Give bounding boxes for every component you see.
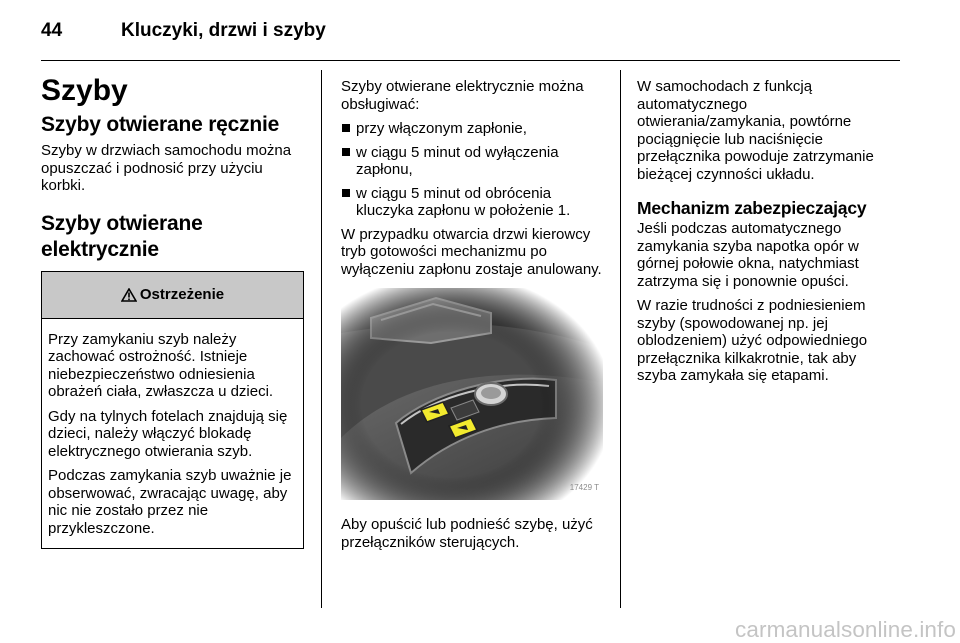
- warning-triangle-icon: [121, 288, 137, 302]
- warning-title: Ostrzeżenie: [139, 285, 225, 303]
- list-item-text: w ciągu 5 minut od obrócenia kluczyka zapłonu w położenie 1.: [356, 184, 571, 219]
- list-item: [341, 144, 603, 179]
- figure-caption: Aby opuścić lub podnieść szybę, użyć przełączników sterujących.: [341, 516, 593, 551]
- list-item: [341, 120, 603, 138]
- safety-mechanism-heading: Mechanizm zabezpieczający: [637, 198, 867, 218]
- list-item: [341, 185, 603, 220]
- running-title: Kluczyki, drzwi i szyby: [121, 20, 326, 41]
- electric-windows-heading: [41, 211, 303, 263]
- list-item-text: w ciągu 5 minut od wyłączenia zapłonu,: [356, 143, 559, 178]
- conditions-list: [341, 120, 603, 220]
- electric-heading-line-2: elektrycznie: [41, 237, 159, 261]
- warning-header: [42, 272, 303, 319]
- auto-function-text: W samochodach z funkcją automatycznego otwierania/zamykania, powtórne pociągnięcie lub naciśnięcie przełącznika powoduje zatrzymanie bieżącej czynności układu.: [637, 78, 874, 183]
- manual-windows-heading: Szyby otwierane ręcznie: [41, 113, 280, 136]
- column-1: [41, 74, 303, 549]
- figure-code: 17429 T: [569, 482, 599, 492]
- bullet-square-icon: [342, 148, 350, 156]
- warning-paragraph: Gdy na tylnych fotelach znajdują się dzieci, należy włączyć blokadę elektrycznego otwierania szyb.: [48, 407, 288, 460]
- window-switch-figure: [341, 288, 603, 500]
- manual-windows-text: Szyby w drzwiach samochodu można opuszczać i podnosić przy użyciu korbki.: [41, 142, 292, 194]
- driver-door-text: W przypadku otwarcia drzwi kierowcy tryb gotowości mechanizmu po wyłączeniu zapłonu zostaje anulowany.: [341, 225, 602, 278]
- section-title: Szyby: [41, 74, 128, 107]
- list-item-text: przy włączonym zapłonie,: [356, 120, 527, 137]
- bullet-square-icon: [342, 124, 350, 132]
- warning-body: [42, 319, 303, 549]
- column-3: [637, 78, 899, 392]
- column-divider-2: [620, 70, 621, 608]
- page-number: 44: [41, 20, 63, 41]
- intro-text: Szyby otwierane elektrycznie można obsługiwać:: [341, 78, 584, 113]
- warning-paragraph: Przy zamykaniu szyb należy zachować ostrożność. Istnieje niebezpieczeństwo odniesienia obrażeń ciała, zwłaszcza u dzieci.: [48, 330, 274, 400]
- column-2: [341, 78, 603, 558]
- header-rule: [41, 60, 900, 61]
- bullet-square-icon: [342, 189, 350, 197]
- safety-paragraph: Jeśli podczas automatycznego zamykania szyba napotka opór w górnej połowie okna, natychmiast zatrzyma się i ponownie opuści.: [637, 220, 859, 290]
- safety-paragraph: W razie trudności z podniesieniem szyby (spowodowanej np. jej oblodzeniem) użyć odpowiedniego przełącznika kilkakrotnie, tak aby szyba zamykała się etapami.: [637, 297, 868, 384]
- watermark: carmanualsonline.info: [735, 617, 956, 642]
- window-switch-illustration: [341, 288, 603, 500]
- column-divider-1: [321, 70, 322, 608]
- warning-box: [41, 271, 304, 550]
- warning-paragraph: Podczas zamykania szyb uważnie je obserwować, zwracając uwagę, aby nic nie zostało przez nie przykleszczone.: [48, 467, 292, 537]
- electric-heading-line-1: Szyby otwierane: [41, 211, 203, 235]
